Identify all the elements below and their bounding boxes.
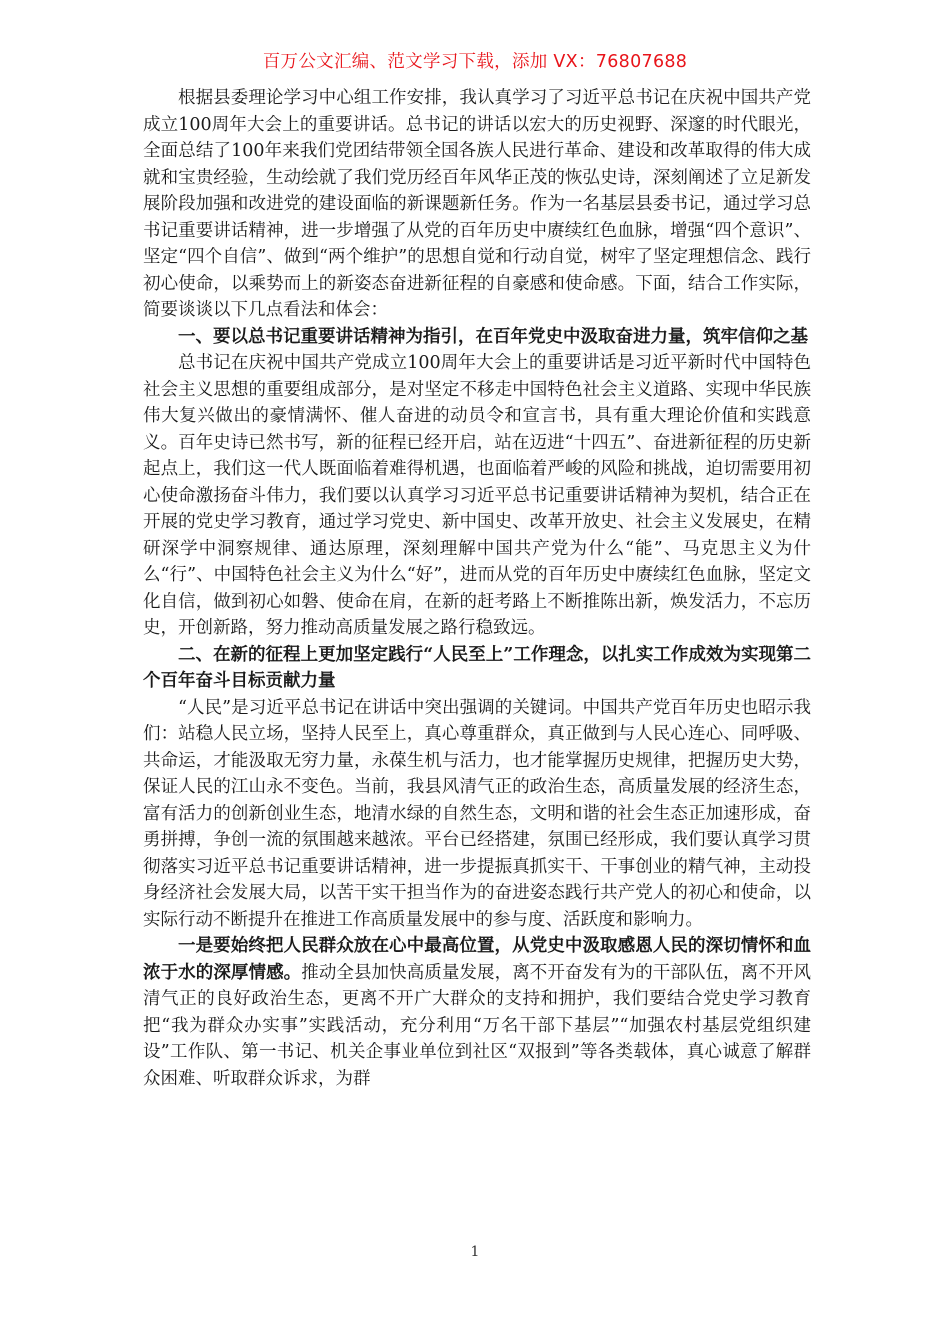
- document-body: [143, 85, 811, 1092]
- intro-paragraph: 根据县委理论学习中心组工作安排，我认真学习了习近平总书记在庆祝中国共产党成立100周年大会上的重要讲话。总书记的讲话以宏大的历史视野、深邃的时代眼光，全面总结了100年来我们党团结带领全国各族人民进行革命、建设和改革取得的伟大成就和宝贵经验，生动绘就了我们党历经百年风华正茂的恢弘史诗，深刻阐述了立足新发展阶段加强和改进党的建设面临的新课题新任务。作为一名基层县委书记，通过学习总书记重要讲话精神，进一步增强了从党的百年历史中赓续红色血脉，增强“四个意识”、坚定“四个自信”、做到“两个维护”的思想自觉和行动自觉，树牢了坚定理想信念、践行初心使命，以乘势而上的新姿态奋进新征程的自豪感和使命感。下面，结合工作实际，简要谈谈以下几点看法和体会：: [143, 88, 811, 320]
- point-1-lead: 一是要始终把人民群众放在心中最高位置，从党史中汲取感恩人民的深切情怀和血浓于水的深厚情感。: [143, 936, 811, 983]
- point-1-body: 推动全县加快高质量发展，离不开奋发有为的干部队伍，离不开风清气正的良好政治生态，更离不开广大群众的支持和拥护，我们要结合党史学习教育把“我为群众办实事”实践活动，充分利用“万名干部下基层”“加强农村基层党组织建设”工作队、第一书记、机关企事业单位到社区“双报到”等各类载体，真心诚意了解群众困难、听取群众诉求，为群: [143, 962, 812, 1089]
- section-heading-1: 一、要以总书记重要讲话精神为指引，在百年党史中汲取奋进力量，筑牢信仰之基: [178, 326, 808, 347]
- section-heading-2: 二、在新的征程上更加坚定践行“人民至上”工作理念，以扎实工作成效为实现第二个百年奋斗目标贡献力量: [143, 644, 811, 691]
- point-1-paragraph: [143, 933, 811, 1092]
- section-2-paragraph: “人民”是习近平总书记在讲话中突出强调的关键词。中国共产党百年历史也昭示我们：站稳人民立场，坚持人民至上，真心尊重群众，真正做到与人民心连心、同呼吸、共命运，才能汲取无穷力量，永葆生机与活力，也才能掌握历史规律，把握历史大势，保证人民的江山永不变色。当前，我县风清气正的政治生态，高质量发展的经济生态，富有活力的创新创业生态，地清水绿的自然生态，文明和谐的社会生态正加速形成，奋勇拼搏，争创一流的氛围越来越浓。平台已经搭建，氛围已经形成，我们要认真学习贯彻落实习近平总书记重要讲话精神，进一步提振真抓实干、干事创业的精气神，主动投身经济社会发展大局，以苦干实干担当作为的奋进姿态践行共产党人的初心和使命，以实际行动不断提升在推进工作高质量发展中的参与度、活跃度和影响力。: [143, 697, 811, 930]
- page-number: 1: [470, 1244, 480, 1260]
- watermark-header: 百万公文汇编、范文学习下载，添加 VX：76807688: [262, 52, 688, 72]
- section-1-paragraph: 总书记在庆祝中国共产党成立100周年大会上的重要讲话是习近平新时代中国特色社会主义思想的重要组成部分，是对坚定不移走中国特色社会主义道路、实现中华民族伟大复兴做出的豪情满怀、催人奋进的动员令和宣言书，具有重大理论价值和实践意义。百年史诗已然书写，新的征程已经开启，站在迈进“十四五”、奋进新征程的历史新起点上，我们这一代人既面临着难得机遇，也面临着严峻的风险和挑战，迫切需要用初心使命激扬奋斗伟力，我们要以认真学习习近平总书记重要讲话精神为契机，结合正在开展的党史学习教育，通过学习党史、新中国史、改革开放史、社会主义发展史，在精研深学中洞察规律、通达原理，深刻理解中国共产党为什么“能”、马克思主义为什么“行”、中国特色社会主义为什么“好”，进而从党的百年历史中赓续红色血脉，坚定文化自信，做到初心如磐、使命在肩，在新的赶考路上不断推陈出新，焕发活力，不忘历史，开创新路，努力推动高质量发展之路行稳致远。: [143, 353, 811, 638]
